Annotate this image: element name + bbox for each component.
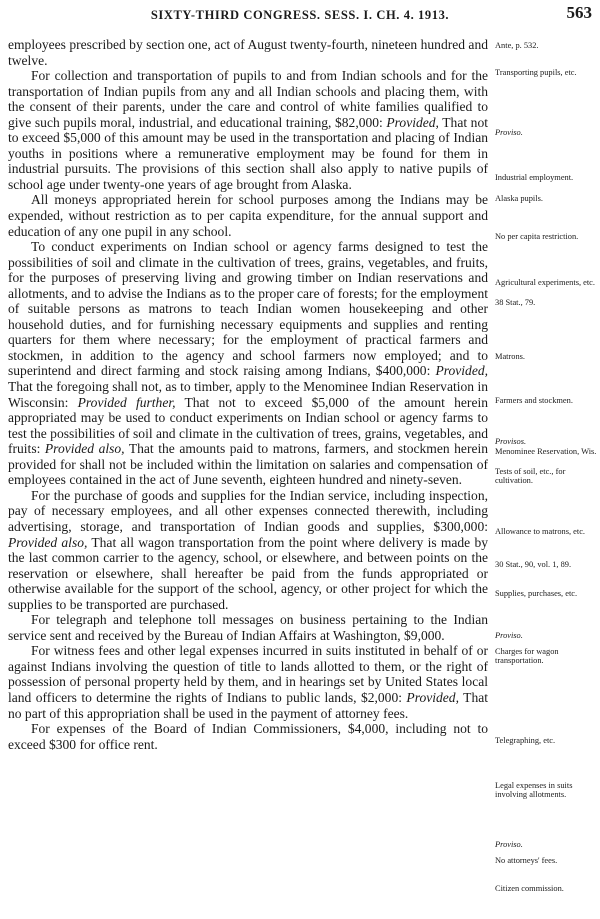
text-run: That all wagon transportation from the point where delivery is made by the last common carrier to the agency, school, or elsewhere, and between points on the reservation or elsewhere, shall hereafter be paid from the funds appropriated or otherwise available for the support of the school, agency, or other project for which the supplies to be transported are purchased. bbox=[8, 534, 488, 612]
paragraph-agricultural-experiments bbox=[8, 239, 488, 488]
running-head: SIXTY-THIRD CONGRESS. SESS. I. CH. 4. 1913. bbox=[150, 8, 450, 22]
text-run: That no part of this appropriation shall be used in the payment of attorney fees. bbox=[8, 689, 488, 721]
margin-note-provisos: Provisos. bbox=[495, 437, 527, 446]
margin-note-legal-expenses: Legal expenses in suits involving allotments. bbox=[495, 781, 573, 800]
margin-notes bbox=[495, 0, 597, 919]
text-run: That not to exceed $5,000 of the amount herein appropriated may be used to conduct experiments on Indian school or agency farms to test the possibilities of soil and climate in the cultivation of trees, grains, vegetables, and fruits: bbox=[8, 394, 488, 457]
margin-note-allowance-matrons: Allowance to matrons, etc. bbox=[495, 527, 586, 536]
margin-note-alaska-pupils: Alaska pupils. bbox=[495, 194, 543, 203]
proviso-italic: Provided also, bbox=[8, 534, 88, 550]
text-run: That the amounts paid to matrons, farmers, and stockmen herein provided for shall not be included within the limitation on salaries and compensation of employees contained in the act of June seventh, eighteen hundred and ninety-seven. bbox=[8, 441, 489, 488]
margin-note-farmers-stockmen: Farmers and stockmen. bbox=[495, 396, 573, 405]
margin-note-supplies: Supplies, purchases, etc. bbox=[495, 589, 578, 598]
paragraph-goods-and-supplies bbox=[8, 488, 488, 612]
margin-note-agricultural-experiments: Agricultural experiments, etc. bbox=[495, 278, 595, 287]
paragraph-board-of-commissioners bbox=[8, 721, 488, 752]
margin-note-wagon-transportation: Charges for wagon transportation. bbox=[495, 647, 559, 666]
paragraph-witness-fees bbox=[8, 643, 488, 721]
paragraph-school-moneys bbox=[8, 192, 488, 239]
margin-note-38-stat: 38 Stat., 79. bbox=[495, 298, 536, 307]
margin-note-telegraphing: Telegraphing, etc. bbox=[495, 736, 556, 745]
proviso-italic: Provided further, bbox=[77, 394, 176, 410]
text-run: For the purchase of goods and supplies for the Indian service, including inspection, pay of necessary employees, and all other expenses connected therewith, including advertising, storage, and transportation of Indian goods and supplies, $300,000: bbox=[8, 487, 488, 534]
margin-note-no-attorneys-fees: No attorneys' fees. bbox=[495, 856, 558, 865]
proviso-italic: Provided, bbox=[386, 114, 439, 130]
text-run: For telegraph and telephone toll messages on business pertaining to the Indian service sent and received by the Bureau of Indian Affairs at Washington, $9,000. bbox=[8, 612, 488, 643]
text-run: To conduct experiments on Indian school or agency farms designed to test the possibilities of soil and climate in the cultivation of trees, grains, vegetables, and fruits, for the purposes of preserving living and growing timber on Indian reservations and allotments, and to advise the Indians as to the proper care of forests; for the employment of suitable persons as matrons to teach Indian women housekeeping and other household duties, and for furnishing necessary equipments and supplies and renting quarters for them where necessary; for the employment of practical farmers and stockmen, in addition to the agency and school farmers now employed; and to superintend and direct farming and stock raising among Indians, $400,000: bbox=[8, 239, 488, 379]
margin-note-tests-of-soil: Tests of soil, etc., for cultivation. bbox=[495, 467, 566, 486]
paragraph-telegraph bbox=[8, 612, 488, 643]
margin-note-transporting-pupils: Transporting pupils, etc. bbox=[495, 68, 577, 77]
page-number: 563 bbox=[566, 3, 592, 22]
margin-note-no-per-capita: No per capita restriction. bbox=[495, 232, 579, 241]
margin-note-30-stat: 30 Stat., 90, vol. 1, 89. bbox=[495, 560, 572, 569]
text-run: All moneys appropriated herein for school purposes among the Indians may be expended, without restriction as to per capita expenditure, for the annual support and education of any one pupil in any school. bbox=[8, 192, 488, 239]
proviso-italic: Provided, bbox=[406, 689, 459, 705]
margin-note-proviso: Proviso. bbox=[495, 840, 523, 849]
margin-note-proviso: Proviso. bbox=[495, 128, 523, 137]
paragraph-employees-continued bbox=[8, 37, 488, 68]
text-run: For witness fees and other legal expenses incurred in suits instituted in behalf of or against Indians involving the question of title to lands allotted to them, or the right of possession of personal property held by them, and in hearings set by United States local land officers to determine the rights of Indians to public lands, $2,000: bbox=[8, 643, 488, 705]
statute-text bbox=[8, 37, 488, 752]
margin-note-ante: Ante, p. 532. bbox=[495, 41, 539, 50]
text-run: That not to exceed $5,000 of this amount may be used in the transportation and placing of Indian youths in positions where a remunerative employment may be found for them in industrial pursuits. The provisions of this section shall also apply to native pupils of school age under twenty-one years of age brought from Alaska. bbox=[8, 114, 488, 192]
margin-note-citizen-commission: Citizen commission. bbox=[495, 884, 564, 893]
text-run: For expenses of the Board of Indian Commissioners, $4,000, including not to exceed $300 for office rent. bbox=[8, 721, 488, 752]
text-run: employees prescribed by section one, act of August twenty-fourth, nineteen hundred and twelve. bbox=[8, 37, 488, 68]
proviso-italic: Provided, bbox=[435, 363, 488, 379]
margin-note-menominee: Menominee Reservation, Wis. bbox=[495, 447, 597, 456]
margin-note-matrons: Matrons. bbox=[495, 352, 526, 361]
proviso-italic: Provided also, bbox=[44, 441, 125, 457]
margin-note-proviso: Proviso. bbox=[495, 631, 523, 640]
text-run: For collection and transportation of pupils to and from Indian schools and for the transportation of Indian pupils from any and all Indian schools and placing them, with the consent of their parents, under the care and control of white families qualified to give such pupils moral, industrial, and educational training, $82,000: bbox=[8, 68, 488, 130]
margin-note-industrial-employment: Industrial employment. bbox=[495, 173, 574, 182]
paragraph-transportation-of-pupils bbox=[8, 68, 488, 192]
text-run: That the foregoing shall not, as to timber, apply to the Menominee Indian Reservation in Wisconsin: bbox=[8, 379, 488, 410]
